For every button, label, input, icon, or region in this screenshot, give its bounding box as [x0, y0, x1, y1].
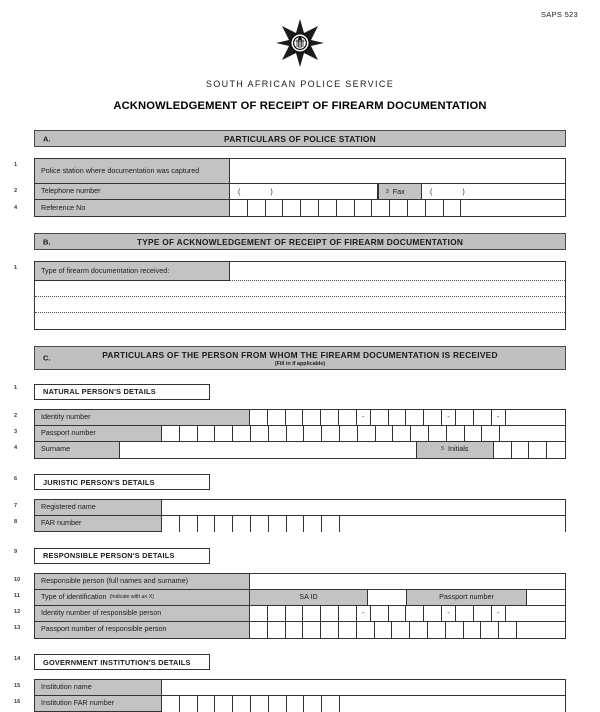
entry-box[interactable] [301, 200, 319, 216]
initials-label-cell [417, 442, 494, 458]
responsible-person-heading-wrap [14, 545, 566, 564]
group-index: 9 [14, 549, 18, 555]
entry-box[interactable] [447, 426, 465, 441]
section-b-table-wrap [14, 261, 566, 330]
entry-box[interactable] [286, 410, 304, 425]
juristic-person-heading-wrap [14, 472, 566, 491]
write-line[interactable] [35, 297, 565, 313]
entry-box[interactable] [233, 696, 251, 712]
passport-number-boxes[interactable] [162, 426, 565, 441]
table-row [35, 184, 565, 200]
entry-box[interactable] [266, 200, 284, 216]
entry-box[interactable] [506, 606, 524, 621]
entry-box[interactable] [268, 410, 286, 425]
id-type-label-text: Type of identification [41, 591, 107, 601]
entry-box[interactable] [371, 410, 389, 425]
entry-box[interactable] [283, 200, 301, 216]
table-row [35, 696, 565, 712]
entry-box[interactable] [269, 516, 287, 532]
table-row [35, 500, 565, 516]
section-a-table-wrap [14, 158, 566, 217]
entry-box[interactable] [339, 606, 357, 621]
entry-box[interactable] [319, 200, 337, 216]
responsible-person-heading: RESPONSIBLE PERSON'S DETAILS [34, 548, 210, 564]
entry-box[interactable] [287, 516, 305, 532]
row-index: 1 [14, 162, 18, 168]
entry-box[interactable] [250, 410, 268, 425]
row-index: 3 [14, 428, 18, 435]
id-separator: - [442, 410, 456, 425]
entry-box[interactable] [372, 200, 390, 216]
table-row [35, 262, 565, 281]
entry-box[interactable] [376, 426, 394, 441]
surname-label: Surname [35, 442, 120, 458]
entry-box[interactable] [375, 622, 393, 638]
table-row [35, 622, 565, 638]
table-row [35, 590, 565, 606]
far-number-label: FAR number [35, 516, 162, 532]
row-index: 8 [14, 519, 18, 525]
entry-box[interactable] [406, 606, 424, 621]
entry-box[interactable] [304, 426, 322, 441]
entry-box[interactable] [357, 622, 375, 638]
entry-box[interactable] [429, 426, 447, 441]
section-a-header [34, 130, 566, 147]
responsible-id-number-label: Identity number of responsible person [35, 606, 250, 621]
entry-box[interactable] [390, 200, 408, 216]
entry-box[interactable] [322, 516, 340, 532]
table-row [35, 200, 565, 216]
entry-box[interactable] [424, 410, 442, 425]
firearm-doc-type-label: Type of firearm documentation received: [35, 262, 230, 281]
section-b-title: TYPE OF ACKNOWLEDGEMENT OF RECEIPT OF FIREARM DOCUMENTATION [136, 236, 464, 247]
entry-box[interactable] [251, 516, 269, 532]
fax-label-cell [378, 184, 422, 199]
section-b-header [34, 233, 566, 250]
entry-box[interactable] [456, 606, 474, 621]
entry-box[interactable] [269, 696, 287, 712]
responsible-person-name-input[interactable] [250, 574, 565, 589]
institution-far-boxes[interactable] [162, 696, 340, 712]
responsible-person-name-label: Responsible person (full names and surname) [35, 574, 250, 589]
entry-box[interactable] [269, 426, 287, 441]
entry-box[interactable] [339, 410, 357, 425]
entry-box[interactable] [322, 426, 340, 441]
entry-box[interactable] [500, 426, 518, 441]
entry-box[interactable] [233, 426, 251, 441]
entry-box[interactable] [268, 606, 286, 621]
form-body [14, 112, 566, 712]
entry-box[interactable] [198, 696, 216, 712]
entry-box[interactable] [408, 200, 426, 216]
entry-box[interactable] [303, 410, 321, 425]
entry-box[interactable] [322, 696, 340, 712]
entry-box[interactable] [444, 200, 462, 216]
saps-star-emblem-icon [271, 18, 329, 68]
institution-name-label: Institution name [35, 680, 162, 695]
entry-box[interactable] [393, 426, 411, 441]
entry-box[interactable] [465, 426, 483, 441]
id-separator: - [357, 410, 371, 425]
entry-box[interactable] [180, 426, 198, 441]
table-row [35, 606, 565, 622]
entry-box[interactable] [547, 442, 565, 458]
entry-box[interactable] [286, 622, 304, 638]
entry-box[interactable] [321, 622, 339, 638]
entry-box[interactable] [268, 622, 286, 638]
id-type-label [35, 590, 250, 605]
entry-box[interactable] [215, 426, 233, 441]
entry-box[interactable] [529, 442, 547, 458]
entry-box[interactable] [180, 696, 198, 712]
entry-box[interactable] [499, 622, 517, 638]
row-index: 4 [14, 444, 18, 451]
juristic-person-heading: JURISTIC PERSON'S DETAILS [34, 474, 210, 490]
registered-name-label: Registered name [35, 500, 162, 515]
row-index: 15 [14, 683, 21, 689]
entry-box[interactable] [446, 622, 464, 638]
sa-id-checkbox[interactable] [368, 590, 407, 605]
group-index: 1 [14, 385, 18, 391]
entry-box[interactable] [251, 426, 269, 441]
section-a-letter: A. [43, 134, 51, 143]
entry-box[interactable] [464, 622, 482, 638]
group-index: 6 [14, 475, 18, 482]
entry-box[interactable] [392, 622, 410, 638]
entry-box[interactable] [517, 622, 535, 638]
entry-box[interactable] [411, 426, 429, 441]
surname-input[interactable] [120, 442, 417, 458]
id-separator: - [492, 410, 506, 425]
responsible-person-table [34, 573, 566, 639]
row-index: 2 [14, 188, 18, 194]
initials-boxes[interactable] [494, 442, 565, 458]
entry-box[interactable] [287, 426, 305, 441]
entry-box[interactable] [162, 696, 180, 712]
entry-box[interactable] [250, 606, 268, 621]
page-title: ACKNOWLEDGEMENT OF RECEIPT OF FIREARM DOCUMENTATION [113, 100, 487, 112]
section-c-subtitle: (Fill in if applicable) [274, 360, 326, 367]
id-separator: - [442, 606, 456, 621]
fax-open-paren: ( [430, 187, 433, 196]
entry-box[interactable] [287, 696, 305, 712]
section-c-letter: C. [43, 353, 51, 363]
institution-name-input[interactable] [162, 680, 565, 695]
entry-box[interactable] [198, 426, 216, 441]
row-index: 4 [14, 205, 18, 211]
entry-box[interactable] [426, 200, 444, 216]
fax-close-paren: ) [462, 187, 465, 196]
entry-box[interactable] [340, 426, 358, 441]
natural-person-heading: NATURAL PERSON'S DETAILS [34, 384, 210, 400]
government-institution-heading-wrap [14, 652, 566, 671]
id-separator: - [492, 606, 506, 621]
fax-index-superscript: 3 [386, 188, 389, 195]
entry-box[interactable] [215, 516, 233, 532]
id-type-note: (Indicate with an X) [109, 593, 154, 600]
entry-box[interactable] [371, 606, 389, 621]
entry-box[interactable] [337, 200, 355, 216]
police-station-input[interactable] [230, 159, 565, 183]
responsible-passport-label: Passport number of responsible person [35, 622, 250, 638]
table-row [35, 159, 565, 184]
entry-box[interactable] [198, 516, 216, 532]
row-index: 11 [14, 592, 20, 599]
entry-box[interactable] [428, 622, 446, 638]
fax-input[interactable] [422, 184, 565, 199]
table-row [35, 516, 565, 532]
entry-box[interactable] [389, 410, 407, 425]
entry-box[interactable] [215, 696, 233, 712]
section-b-table [34, 261, 566, 330]
juristic-person-table [34, 499, 566, 532]
group-index: 14 [14, 655, 21, 662]
row-index: 10 [14, 576, 21, 583]
government-institution-table-wrap [14, 679, 566, 712]
entry-box[interactable] [482, 426, 500, 441]
section-a-table [34, 158, 566, 217]
fax-label: Fax [392, 187, 405, 196]
natural-person-table [34, 409, 566, 459]
id-separator: - [357, 606, 371, 621]
row-index: 2 [14, 412, 18, 419]
telephone-label: Telephone number [35, 184, 230, 199]
row-index: 16 [14, 699, 21, 705]
natural-person-table-wrap [14, 409, 566, 459]
entry-box[interactable] [180, 516, 198, 532]
entry-box[interactable] [481, 622, 499, 638]
entry-box[interactable] [230, 200, 248, 216]
row-index: 13 [14, 624, 21, 631]
initials-index-superscript: 5 [441, 446, 445, 453]
table-row [35, 426, 565, 442]
entry-box[interactable] [474, 606, 492, 621]
registered-name-input[interactable] [162, 500, 565, 515]
entry-box[interactable] [358, 426, 376, 441]
entry-box[interactable] [303, 606, 321, 621]
form-code: SAPS 523 [540, 10, 578, 19]
table-row [35, 574, 565, 590]
entry-box[interactable] [248, 200, 266, 216]
entry-box[interactable] [339, 622, 357, 638]
reference-no-label: Reference No [35, 200, 230, 216]
table-row [35, 680, 565, 696]
identity-number-boxes[interactable] [250, 410, 565, 425]
table-row [35, 410, 565, 426]
telephone-open-paren: ( [238, 187, 241, 196]
entry-box[interactable] [321, 410, 339, 425]
telephone-input[interactable] [230, 184, 378, 199]
entry-box[interactable] [162, 426, 180, 441]
sa-id-option-label: SA ID [250, 590, 368, 605]
row-index: 12 [14, 608, 21, 615]
institution-far-label: Institution FAR number [35, 696, 162, 712]
telephone-close-paren: ) [270, 187, 273, 196]
organisation-name: SOUTH AFRICAN POLICE SERVICE [205, 79, 395, 89]
identity-number-label: Identity number [35, 410, 250, 425]
police-station-label: Police station where documentation was captured [35, 159, 230, 183]
passport-option-checkbox[interactable] [527, 590, 565, 605]
entry-box[interactable] [233, 516, 251, 532]
section-a-title: PARTICULARS OF POLICE STATION [224, 133, 376, 144]
entry-box[interactable] [321, 606, 339, 621]
row-index: 1 [14, 265, 18, 271]
passport-number-label: Passport number [35, 426, 162, 441]
table-row [35, 442, 565, 458]
entry-box[interactable] [286, 606, 304, 621]
section-c-title: PARTICULARS OF THE PERSON FROM WHOM THE FIREARM DOCUMENTATION IS RECEIVED [102, 349, 498, 360]
entry-box[interactable] [506, 410, 524, 425]
crest-container [0, 0, 600, 73]
write-line[interactable] [35, 281, 565, 297]
entry-box[interactable] [162, 516, 180, 532]
entry-box[interactable] [389, 606, 407, 621]
juristic-person-table-wrap [14, 499, 566, 532]
initials-label: Initials [448, 444, 469, 454]
entry-box[interactable] [304, 516, 322, 532]
responsible-id-number-boxes[interactable] [250, 606, 565, 621]
entry-box[interactable] [355, 200, 373, 216]
entry-box[interactable] [494, 442, 512, 458]
entry-box[interactable] [304, 696, 322, 712]
firearm-doc-type-input[interactable] [230, 262, 565, 281]
section-c-header [34, 346, 566, 370]
passport-option-label: Passport number [407, 590, 527, 605]
write-line[interactable] [35, 313, 565, 329]
entry-box[interactable] [456, 410, 474, 425]
government-institution-table [34, 679, 566, 712]
reference-no-boxes[interactable] [230, 200, 565, 216]
responsible-passport-boxes[interactable] [250, 622, 565, 638]
section-b-letter: B. [43, 237, 51, 246]
entry-box[interactable] [251, 696, 269, 712]
entry-box[interactable] [512, 442, 530, 458]
entry-box[interactable] [461, 200, 479, 216]
entry-box[interactable] [303, 622, 321, 638]
entry-box[interactable] [410, 622, 428, 638]
entry-box[interactable] [474, 410, 492, 425]
far-number-boxes[interactable] [162, 516, 340, 532]
responsible-person-table-wrap [14, 573, 566, 639]
entry-box[interactable] [424, 606, 442, 621]
natural-person-heading-wrap [14, 381, 566, 400]
entry-box[interactable] [406, 410, 424, 425]
government-institution-heading: GOVERNMENT INSTITUTION'S DETAILS [34, 654, 210, 670]
entry-box[interactable] [250, 622, 268, 638]
row-index: 7 [14, 503, 18, 509]
